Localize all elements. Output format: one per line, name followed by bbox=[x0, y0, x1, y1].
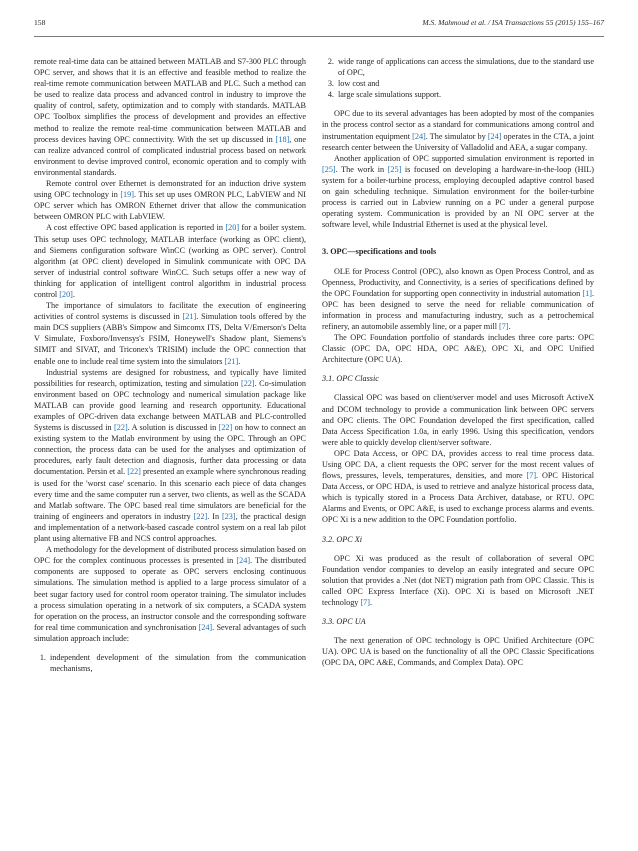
citation-link[interactable]: [22] bbox=[127, 467, 141, 477]
subsection-heading: 3.3. OPC UA bbox=[322, 617, 366, 627]
citation-link[interactable]: [22] bbox=[114, 423, 128, 433]
paragraph-text: Classical OPC was based on client/server model and uses Microsoft ActiveX and DCOM technology to provide a communication link between OPC servers and OPC clients. The OPC Foundation developed the first specification, called Data Access Specification 1.0a, in early 1996. Using this specification, vendors were able to quickly develop client/server software. bbox=[322, 393, 594, 447]
subsection-heading: 3.1. OPC Classic bbox=[322, 374, 379, 384]
citation-link[interactable]: [19] bbox=[120, 190, 134, 200]
citation-link[interactable]: [20] bbox=[225, 223, 240, 233]
citation-link[interactable]: [24] bbox=[487, 131, 502, 141]
paragraph-text: . In bbox=[207, 511, 222, 521]
paragraph-text: . The distributed components are supposed to operate as OPC servers enclosing continuous simulations. The simulation method is applied to a large process simulator of a beet sugar factory used for control room operator training. The simulator includes a process simulation operating in a network of six computers, a SCADA system for operation on the process, an instructor console and the corresponding software for real time communication and synchronisation bbox=[34, 556, 306, 632]
list-item: 4. large scale simulations support. bbox=[336, 89, 594, 100]
paragraph-text: operates in the CTA, a joint research center between the University of Valladolid and AEA, a sugar company. bbox=[322, 131, 594, 152]
citation-link[interactable]: [21] bbox=[182, 312, 197, 322]
paragraph-text: Remote control over Ethernet is demonstrated for an induction drive system using OPC technology in bbox=[34, 179, 306, 200]
citation-link[interactable]: [22] bbox=[193, 511, 208, 521]
citation-link[interactable]: [18] bbox=[275, 134, 290, 144]
paragraph bbox=[322, 448, 594, 526]
paragraph-text: The OPC Foundation portfolio of standards includes three core parts: OPC Classic (OPC DA, OPC HDA, OPC A&E), OPC Xi, and OPC Unified Architecture (OPC UA). bbox=[322, 333, 594, 365]
citation-link[interactable]: [21] bbox=[224, 356, 239, 366]
list-item: 3. low cost and bbox=[336, 78, 594, 89]
advantages-list bbox=[34, 652, 306, 674]
paragraph-text: . OPC Historical Data Access, or OPC HDA, is used to retrieve and analyze historical process data, which is typically stored in a Process Data Archiver, database, or RTU. OPC Alarms and Events, or OPC A&E, is used to exchange process alarms and events. OPC Xi is a new addition to the OPC Foundation portfolio. bbox=[322, 471, 594, 525]
paragraph-text: . bbox=[508, 321, 511, 331]
paragraph bbox=[322, 108, 594, 152]
paragraph-text: Another application of OPC supported simulation environment is reported in bbox=[334, 153, 594, 163]
paragraph-text: , the practical design and implementation of a network-based cascade control system on a real lab pilot plant using alternative FB and NCS control approaches. bbox=[34, 511, 306, 544]
citation-link[interactable]: [24] bbox=[198, 622, 213, 632]
citation-link[interactable]: [22] bbox=[240, 378, 255, 388]
paragraph-text: OLE for Process Control (OPC), also known as Open Process Control, and as Openness, Productivity, and Connectivity, is a series of specifications defined by the OPC Foundation for supporting open connectivity in industrial automation bbox=[322, 266, 594, 298]
paragraph bbox=[322, 635, 594, 668]
paragraph-text: . A solution is discussed in bbox=[127, 423, 219, 433]
paragraph bbox=[34, 300, 306, 367]
citation-link[interactable]: [22] bbox=[218, 423, 233, 433]
paragraph bbox=[34, 367, 306, 545]
paragraph-text: A methodology for the development of distributed process simulation based on OPC for the complex continuous processes is presented in bbox=[34, 545, 306, 566]
page-number: 158 bbox=[34, 18, 46, 27]
paragraph-text: on how to connect an existing system to the Matlab environment by using the OPC. Through an OPC connection, the process data can be used for the analyses and optimization of procedures, early fault detection and diagnosis, further data processing or data documentation. Persin et al. bbox=[34, 423, 306, 477]
running-header bbox=[34, 16, 604, 30]
paragraph bbox=[322, 392, 594, 447]
citation-link[interactable]: [25] bbox=[387, 164, 402, 174]
paragraph-text: Industrial systems are designed for robustness, and typically have limited possibilities for research, optimization, testing and simulation bbox=[34, 367, 306, 388]
citation-link[interactable]: [7] bbox=[360, 598, 370, 608]
paragraph-text: OPC Xi was produced as the result of collaboration of several OPC Foundation vendor companies to develop an easily integrated and secure OPC solution that provides a .Net (dot NET) migration path from OPC Classic. This is called OPC Express Interface (Xi). OPC Xi is based on Microsoft .NET technology bbox=[322, 553, 594, 608]
paragraph-text: . Several advantages of such simulation approach include: bbox=[34, 622, 306, 643]
paragraph-text: , one can realize advanced control of complicated industrial process based on network environment to devise improved control, economic operation and to comply with environmental standards. bbox=[34, 134, 306, 177]
paragraph-text: The importance of simulators to facilitate the execution of engineering activities of control systems is discussed in bbox=[34, 301, 306, 322]
citation-link[interactable]: [20] bbox=[59, 289, 73, 299]
paragraph bbox=[322, 332, 594, 365]
right-column bbox=[322, 56, 594, 846]
paragraph-text: OPC Data Access, or OPC DA, provides access to real time process data. Using OPC DA, a client requests the OPC server for the most recent values of flows, pressures, levels, temperatures, densities, and more bbox=[322, 448, 594, 481]
section-heading: 3. OPC—specifications and tools bbox=[322, 247, 437, 257]
advantages-list-continued bbox=[322, 56, 594, 100]
header-rule bbox=[34, 36, 604, 37]
paragraph-text: OPC due to its several advantages has been adopted by most of the companies in the process control sector as a standard for communications among control and instrumentation equipment bbox=[322, 109, 594, 141]
list-item: 2. wide range of applications can access the simulations, due to the standard use of OPC, bbox=[336, 56, 594, 78]
paragraph-text: remote real-time data can be attained between MATLAB and S7-300 PLC through OPC server, and shows that it is an effective and feasible method to realize the real-time remote communication between MATLAB and PLC. Such a method can be used to realize data process and advanced control in industry to improve the quality of control, safety, optimization and to comply with standards. MATLAB OPC Toolbox simplifies the process of development and provides an effective method to realize the remote real-time communication between MATLAB and process devices having OPC connectivity. With the set up discussed in bbox=[34, 57, 306, 144]
paragraph-text: . This set up uses OMRON PLC, LabVIEW and NI OPC server which has OMRON Ethernet driver that allow the communication between OMRON PLC with LabVIEW. bbox=[34, 190, 306, 222]
subsection-heading: 3.2. OPC Xi bbox=[322, 534, 363, 544]
paragraph bbox=[34, 178, 306, 222]
citation-link[interactable]: [24] bbox=[412, 131, 426, 141]
paragraph-text: presented an example where synchronous reading is used for the 'worst case' scenario. In this scenario each piece of data changes every time and the same computer run a server, two clients, as well as the SCADA and Matlab software. The OPC based real time simulators are beneficial for the training of engineers and operators in industry bbox=[34, 467, 306, 521]
paragraph-text: for a boiler system. This setup uses OPC technology, MATLAB interface (working as OPC client), and Siemens configuration software WinCC (working as OPC server). Control algorithm (at OPC client) developed in Simulink communicate with OPC DA server of industrial control software WinCC. Such setups offer a new way of thinking for application of intelligent control algorithm in industrial process control bbox=[34, 223, 306, 299]
paragraph bbox=[322, 153, 594, 231]
paragraph bbox=[34, 544, 306, 644]
citation-link[interactable]: [7] bbox=[526, 471, 537, 481]
paragraph-text: The next generation of OPC technology is OPC Unified Architecture (OPC UA). OPC UA is based on the functionality of all the OPC Classic Specifications (OPC DA, OPC A&E, Commands, and Complex Data). OPC bbox=[322, 636, 594, 668]
left-column bbox=[34, 56, 306, 846]
citation-link[interactable]: [24] bbox=[236, 556, 251, 566]
journal-citation: M.S. Mahmoud et al. / ISA Transactions 55 (2015) 155–167 bbox=[422, 18, 604, 27]
paragraph-text: . Simulation tools offered by the main DCS suppliers (ABB's Simpow and Simcomx ITS, Delta V/Emerson's Delta V Simulate, Foxboro/Invensys's FSIM, Honeywell's Shadow plant, Siemens's SIMIT and SIVAT, and Triconex's TRISIM) include the OPC connection that enable one to include real time system into the simulators bbox=[34, 312, 306, 366]
paragraph-text: . Co-simulation environment based on OPC technology and numerical simulation package like MATLAB can provide good learning and research opportunity. Educational examples of OPC-driven data exchange between MATLAB and PLC-controlled Systems is discussed in bbox=[34, 378, 306, 433]
citation-link[interactable]: [7] bbox=[499, 321, 509, 331]
paragraph bbox=[34, 222, 306, 300]
paragraph bbox=[322, 266, 594, 333]
paragraph-text: . bbox=[72, 289, 75, 299]
citation-link[interactable]: [1] bbox=[582, 288, 592, 298]
paragraph-text: . bbox=[369, 598, 373, 608]
paragraph bbox=[34, 56, 306, 178]
paragraph-text: . The simulator by bbox=[425, 131, 488, 141]
paragraph-text: . The work in bbox=[335, 164, 388, 174]
paragraph-text: . bbox=[238, 356, 241, 366]
paragraph-text: is focused on developing a hardware-in-the-loop (HIL) system for a boiler-turbine process, employing decoupled adaptive control based on gain scheduling technique. Simulation environment for the boiler-turbine process is carried out in Labview running on a PC under a general purpose operating system. Communication is provided by an NI OPC server at the software level, while Industrial Ethernet is used at the physical level. bbox=[322, 164, 594, 230]
paragraph-text: A cost effective OPC based application is reported in bbox=[46, 223, 226, 233]
paragraph bbox=[322, 553, 594, 608]
list-item: 1. independent development of the simulation from the communication mechanisms, bbox=[48, 652, 306, 674]
paragraph-text: . OPC has been designed to serve the need for reliable communication of information in process and manufacturing industry, such as a petrochemical refinery, an automobile assembly line, or a paper mill bbox=[322, 288, 594, 331]
citation-link[interactable]: [25] bbox=[322, 164, 336, 174]
citation-link[interactable]: [23] bbox=[221, 511, 236, 521]
